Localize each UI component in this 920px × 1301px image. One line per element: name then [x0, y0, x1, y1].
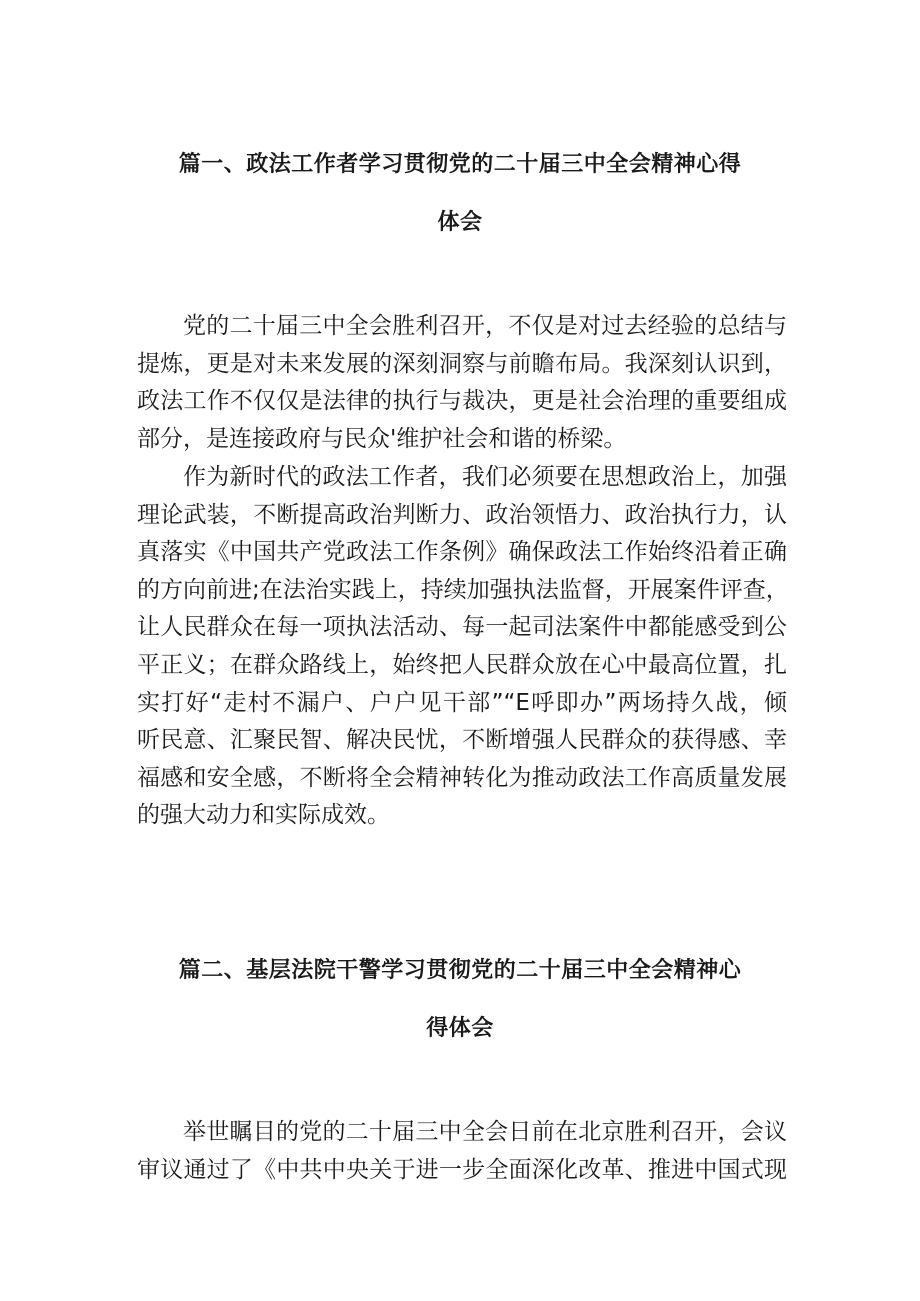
- text-line: 举世瞩目的党的二十届三中全会日前在北京胜利召开，会议: [183, 1119, 787, 1145]
- text-line: 让人民群众在每一项执法活动、每一起司法案件中都能感受到公: [137, 614, 787, 641]
- section1-title-line1: 篇一、政法工作者学习贯彻党的二十届三中全会精神心得: [178, 152, 742, 177]
- text-line: 作为新时代的政法工作者，我们必须要在思想政治上，加强: [183, 464, 787, 490]
- section1-paragraph-2: [137, 459, 787, 835]
- section1-title-line2: 体会: [437, 210, 483, 235]
- text-line: 真落实《中国共产党政法工作条例》确保政法工作始终沿着正确: [137, 539, 787, 566]
- text-line: 的强大动力和实际成效。: [137, 802, 390, 829]
- text-line: 实打好“走村不漏户、户户见干部”“E呼即办”两场持久战，倾: [137, 689, 787, 716]
- text-line: 党的二十届三中全会胜利召开，不仅是对过去经验的总结与: [183, 313, 787, 339]
- section1-paragraph-1: [137, 308, 787, 458]
- text-line: 政法工作不仅仅是法律的执行与裁决，更是社会治理的重要组成: [137, 388, 787, 415]
- section2-paragraph-1: [137, 1114, 787, 1189]
- section2-title-line2: 得体会: [426, 1016, 494, 1041]
- text-line: 部分，是连接政府与民众'维护社会和谐的桥梁。: [137, 425, 627, 452]
- text-line: 审议通过了《中共中央关于进一步全面深化改革、推进中国式现: [137, 1156, 787, 1183]
- text-line: 福感和安全感，不断将全会精神转化为推动政法工作高质量发展: [137, 764, 787, 791]
- text-line: 平正义；在群众路线上，始终把人民群众放在心中最高位置，扎: [137, 651, 787, 678]
- text-line: 听民意、汇聚民智、解决民忧，不断增强人民群众的获得感、幸: [137, 727, 787, 754]
- text-line: 提炼，更是对未来发展的深刻洞察与前瞻布局。我深刻认识到，: [137, 350, 787, 377]
- text-line: 理论武装，不断提高政治判断力、政治领悟力、政治执行力，认: [137, 501, 787, 528]
- section2-title-line1: 篇二、基层法院干警学习贯彻党的二十届三中全会精神心: [178, 958, 742, 983]
- text-line: 的方向前进;在法治实践上，持续加强执法监督，开展案件评查，: [137, 576, 789, 603]
